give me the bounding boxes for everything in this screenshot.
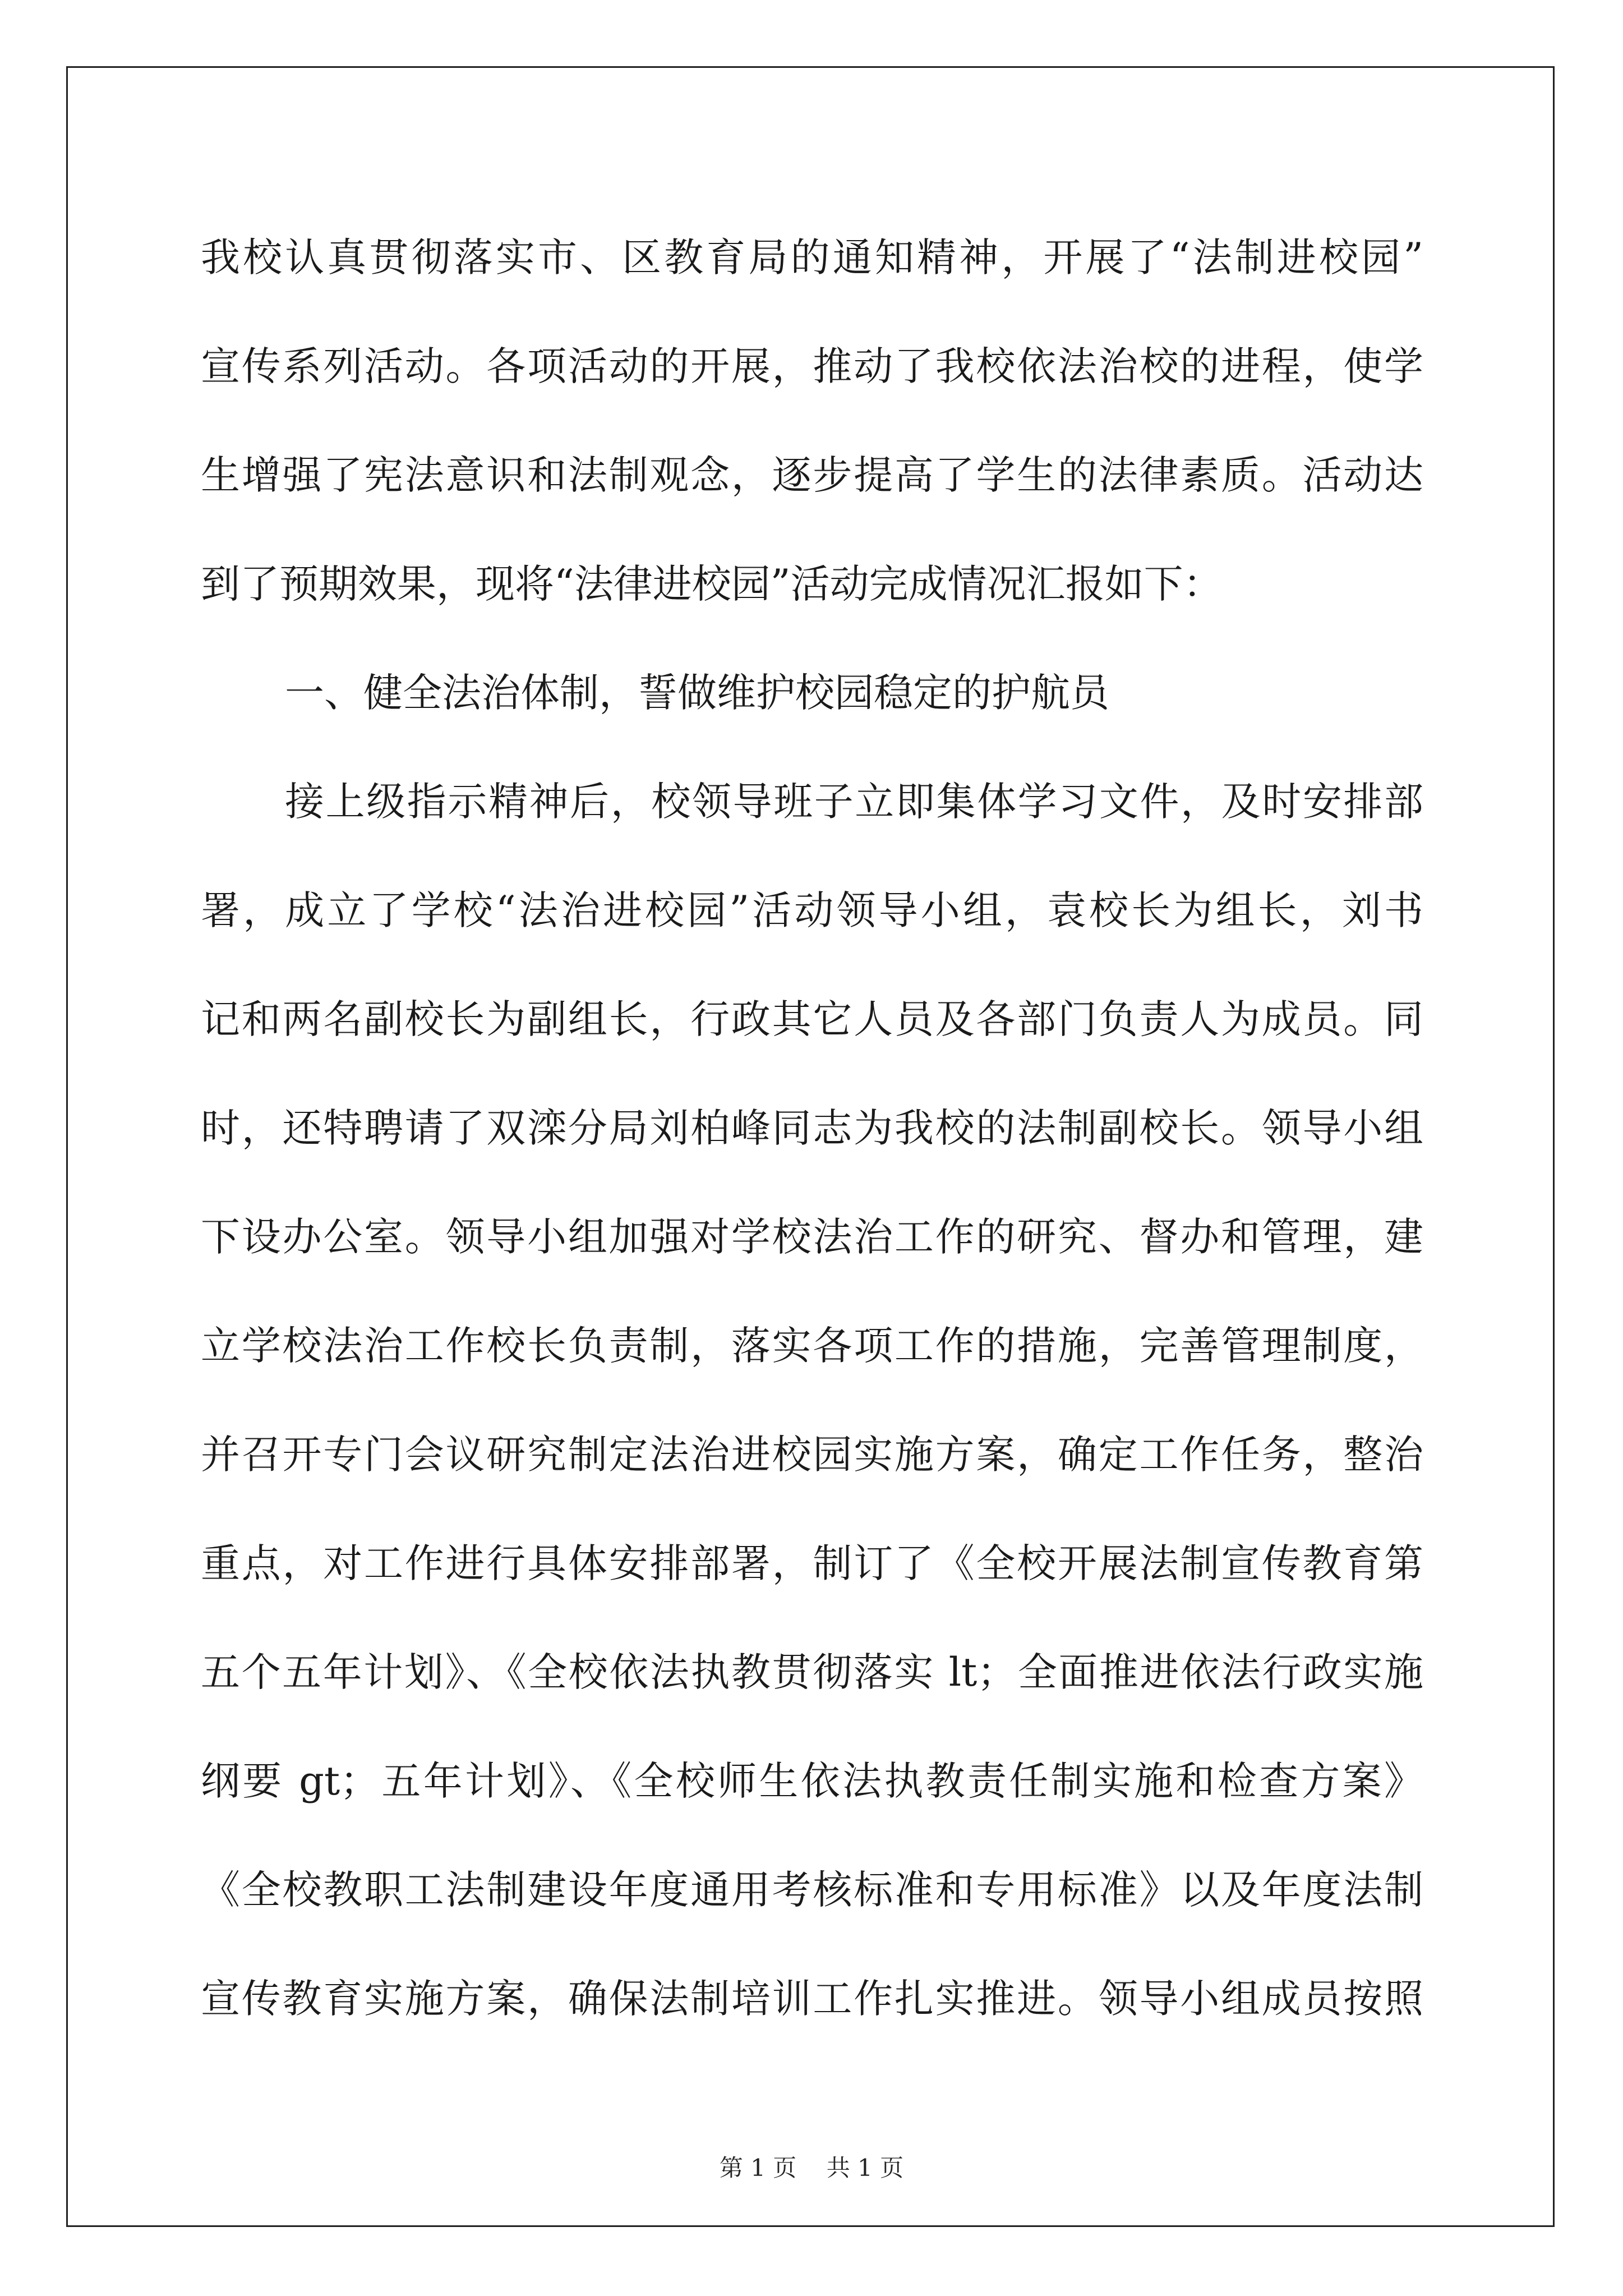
- paragraph-line: 宣传系列活动。各项活动的开展，推动了我校依法治校的进程，使学: [201, 343, 1423, 389]
- paragraph-line: 署，成立了学校“法治进校园”活动领导小组，袁校长为组长，刘书: [201, 887, 1423, 933]
- paragraph-line: 重点，对工作进行具体安排部署，制订了《全校开展法制宣传教育第: [201, 1540, 1423, 1586]
- page-number: 第 1 页: [719, 2154, 797, 2182]
- paragraph-line: 下设办公室。领导小组加强对学校法治工作的研究、督办和管理，建: [201, 1214, 1423, 1260]
- paragraph-line: 我校认真贯彻落实市、区教育局的通知精神，开展了“法制进校园”: [201, 234, 1423, 280]
- section-heading: 一、健全法治体制，誓做维护校园稳定的护航员: [285, 670, 1109, 716]
- paragraph-line: 宣传教育实施方案，确保法制培训工作扎实推进。领导小组成员按照: [201, 1976, 1423, 2022]
- paragraph-line: 立学校法治工作校长负责制，落实各项工作的措施，完善管理制度，: [201, 1323, 1423, 1369]
- paragraph-line: 生增强了宪法意识和法制观念，逐步提高了学生的法律素质。活动达: [201, 452, 1423, 498]
- paragraph-line: 到了预期效果，现将“法律进校园”活动完成情况汇报如下：: [201, 561, 1223, 607]
- document-body: [201, 203, 1423, 2053]
- paragraph-line: 时，还特聘请了双滦分局刘柏峰同志为我校的法制副校长。领导小组: [201, 1105, 1423, 1151]
- paragraph-line: 并召开专门会议研究制定法治进校园实施方案，确定工作任务，整治: [201, 1432, 1423, 1478]
- paragraph-line: 五个五年计划》、《全校依法执教贯彻落实 lt；全面推进依法行政实施: [201, 1649, 1423, 1695]
- page-footer: [0, 2151, 1623, 2185]
- paragraph-line: 接上级指示精神后，校领导班子立即集体学习文件，及时安排部: [285, 779, 1423, 825]
- page-total: 共 1 页: [826, 2154, 904, 2182]
- paragraph-line: 《全校教职工法制建设年度通用考核标准和专用标准》以及年度法制: [201, 1867, 1423, 1913]
- paragraph-line: 记和两名副校长为副组长，行政其它人员及各部门负责人为成员。同: [201, 996, 1423, 1042]
- paragraph-line: 纲要 gt；五年计划》、《全校师生依法执教责任制实施和检查方案》: [201, 1758, 1423, 1804]
